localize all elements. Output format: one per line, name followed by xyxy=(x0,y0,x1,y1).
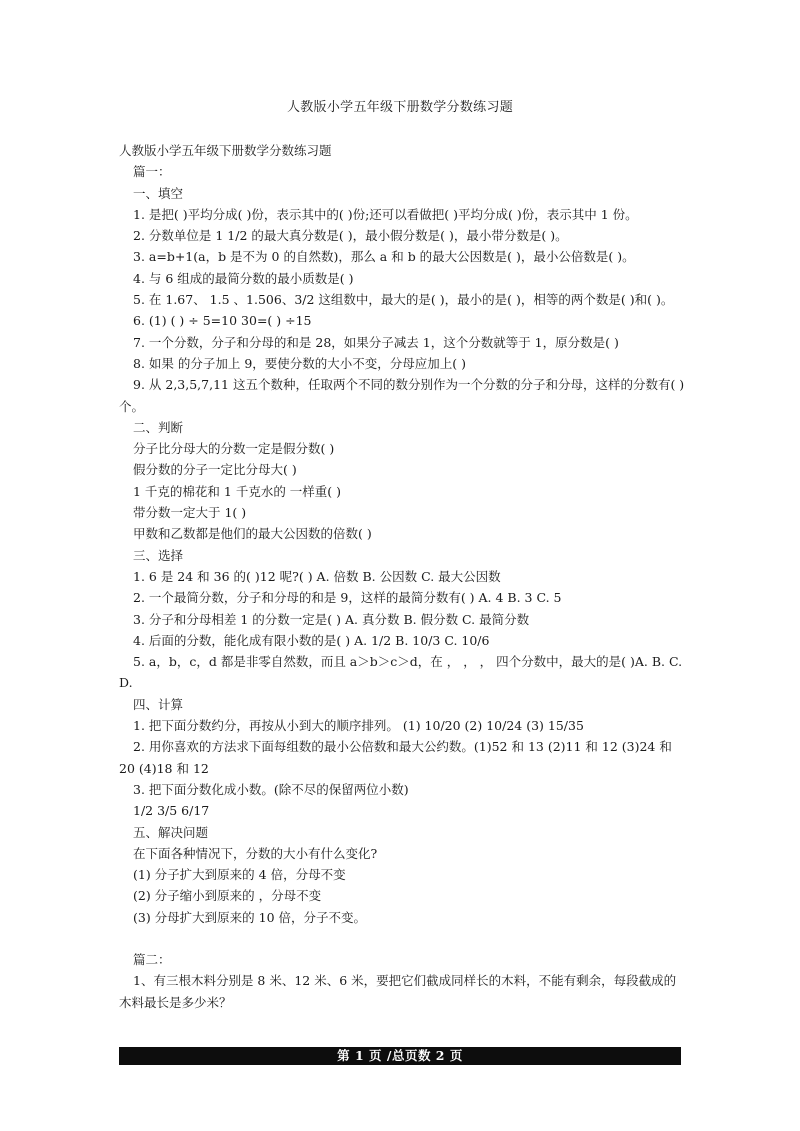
heading-line: 人教版小学五年级下册数学分数练习题 xyxy=(119,143,332,158)
question-line: 2. 一个最简分数，分子和分母的和是 9，这样的最简分数有( ) A. 4 B. 3 C. 5 xyxy=(133,590,562,606)
question-line: 6. (1) ( ) ÷ 5=10 30=( ) ÷15 xyxy=(133,313,312,329)
question-line: 4. 与 6 组成的最简分数的最小质数是( ) xyxy=(133,270,354,286)
question-line: 1、有三根木料分别是 8 米、12 米、6 米，要把它们截成同样长的木料，不能有剩余，每段截成的木料最长是多少米？ xyxy=(119,973,677,1010)
section-heading: 二、判断 xyxy=(133,419,184,435)
question-line: (1) 分子扩大到原来的 4 倍，分母不变 xyxy=(133,867,346,883)
question-line: 3. 分子和分母相差 1 的分数一定是( ) A. 真分数 B. 假分数 C. 最简分数 xyxy=(133,611,530,627)
section-heading: 五、解决问题 xyxy=(133,824,209,840)
question-line: 甲数和乙数都是他们的最大公因数的倍数( ) xyxy=(133,526,372,542)
question-line: 5. a，b，c，d 都是非零自然数，而且 a＞b＞c＞d，在 ， ， ， 四个分数中，最大的是( )A. B. C. D. xyxy=(119,654,683,691)
question-line: 2. 用你喜欢的方法求下面每组数的最小公倍数和最大公约数。(1)52 和 13 (2)11 和 12 (3)24 和 20 (4)18 和 12 xyxy=(119,739,672,776)
question-line: 假分数的分子一定比分母大( ) xyxy=(133,462,297,478)
question-line: 3. 把下面分数化成小数。(除不尽的保留两位小数) xyxy=(133,781,409,797)
page-title: 人教版小学五年级下册数学分数练习题 xyxy=(286,100,514,115)
question-line: 7. 一个分数，分子和分母的和是 28，如果分子减去 1，这个分数就等于 1，原分数是( ) xyxy=(133,334,619,350)
question-line: 分子比分母大的分数一定是假分数( ) xyxy=(133,441,335,457)
section-label: 篇一： xyxy=(133,164,171,180)
section-heading: 一、填空 xyxy=(133,185,184,201)
question-line: (3) 分母扩大到原来的 10 倍，分子不变。 xyxy=(133,909,367,925)
question-line: 4. 后面的分数，能化成有限小数的是( ) A. 1/2 B. 10/3 C. 10/6 xyxy=(133,632,490,648)
question-line: 带分数一定大于 1( ) xyxy=(133,505,247,521)
section-label: 篇二： xyxy=(133,951,171,967)
section-heading: 三、选择 xyxy=(133,547,184,563)
question-line: 1. 把下面分数约分，再按从小到大的顺序排列。 (1) 10/20 (2) 10/24 (3) 15/35 xyxy=(133,718,584,734)
question-line: 2. 分数单位是 1 1/2 的最大真分数是( )，最小假分数是( )，最小带分数是( )。 xyxy=(133,228,568,244)
question-line: 8. 如果 的分子加上 9，要使分数的大小不变，分母应加上( ) xyxy=(133,355,467,371)
question-line: 1. 是把( )平均分成( )份，表示其中的( )份;还可以看做把( )平均分成( )份，表示其中 1 份。 xyxy=(133,206,638,222)
document-body xyxy=(119,140,687,1013)
question-line: 1 千克的棉花和 1 千克水的 一样重( ) xyxy=(133,483,342,499)
question-line: 3. a=b+1(a，b 是不为 0 的自然数)，那么 a 和 b 的最大公因数是( )，最小公倍数是( )。 xyxy=(133,249,635,265)
question-line: 9. 从 2,3,5,7,11 这五个数种，任取两个不同的数分别作为一个分数的分子和分母，这样的分数有( )个。 xyxy=(119,377,685,414)
blank-gap xyxy=(119,928,687,949)
question-line: 5. 在 1.67、 1.5 、1.506、3/2 这组数中，最大的是( )，最小的是( )，相等的两个数是( )和( )。 xyxy=(133,292,674,308)
section-heading: 四、计算 xyxy=(133,696,184,712)
page-footer: 第 1 页 /总页数 2 页 xyxy=(119,1047,681,1065)
question-line: (2) 分子缩小到原来的 ，分母不变 xyxy=(133,888,322,904)
question-line: 在下面各种情况下，分数的大小有什么变化? xyxy=(133,845,378,861)
question-line: 1/2 3/5 6/17 xyxy=(133,803,210,819)
question-line: 1. 6 是 24 和 36 的( )12 呢?( ) A. 倍数 B. 公因数 C. 最大公因数 xyxy=(133,568,501,584)
